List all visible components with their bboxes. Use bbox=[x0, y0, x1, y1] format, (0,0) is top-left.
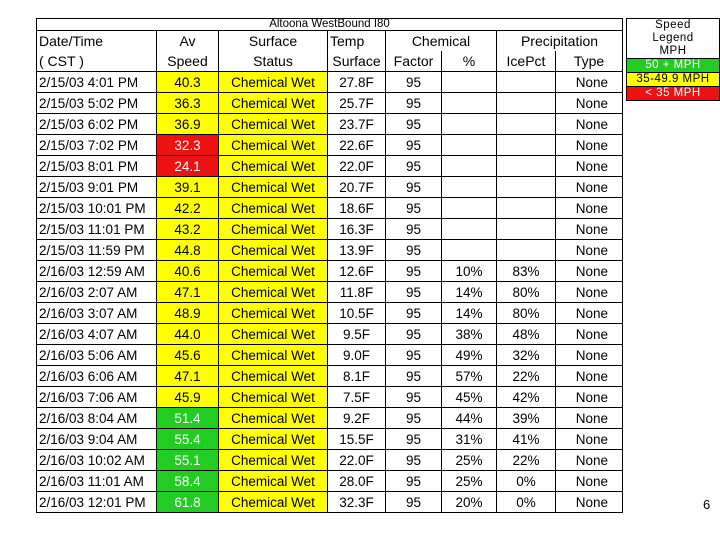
cell-datetime: 2/15/03 11:59 PM bbox=[37, 240, 157, 261]
cell-speed: 45.6 bbox=[157, 345, 219, 366]
table-row bbox=[37, 261, 623, 282]
cell-precip-type: None bbox=[556, 492, 623, 513]
header-chemical: Chemical bbox=[386, 31, 497, 52]
cell-speed: 43.2 bbox=[157, 219, 219, 240]
table-row bbox=[37, 135, 623, 156]
header-date: Date/Time bbox=[37, 31, 157, 52]
cell-surface-temp: 27.8F bbox=[328, 72, 386, 93]
cell-chemical-factor: 95 bbox=[386, 135, 442, 156]
cell-icepct: 22% bbox=[497, 366, 556, 387]
header-status: Status bbox=[219, 51, 328, 72]
cell-surface-temp: 28.0F bbox=[328, 471, 386, 492]
cell-chemical-factor: 95 bbox=[386, 93, 442, 114]
header-icepct: IcePct bbox=[497, 51, 556, 72]
cell-surface-status: Chemical Wet bbox=[219, 135, 328, 156]
cell-icepct: 42% bbox=[497, 387, 556, 408]
cell-icepct bbox=[497, 114, 556, 135]
table-row bbox=[37, 156, 623, 177]
cell-chemical-percent: 10% bbox=[442, 261, 497, 282]
cell-surface-temp: 12.6F bbox=[328, 261, 386, 282]
cell-chemical-factor: 95 bbox=[386, 408, 442, 429]
cell-chemical-factor: 95 bbox=[386, 219, 442, 240]
cell-surface-status: Chemical Wet bbox=[219, 72, 328, 93]
cell-surface-status: Chemical Wet bbox=[219, 366, 328, 387]
table-row bbox=[37, 324, 623, 345]
header-surface: Surface bbox=[219, 31, 328, 52]
cell-icepct: 80% bbox=[497, 282, 556, 303]
cell-speed: 32.3 bbox=[157, 135, 219, 156]
header-percent: % bbox=[442, 51, 497, 72]
cell-surface-temp: 9.2F bbox=[328, 408, 386, 429]
cell-precip-type: None bbox=[556, 471, 623, 492]
cell-surface-temp: 11.8F bbox=[328, 282, 386, 303]
cell-speed: 40.3 bbox=[157, 72, 219, 93]
table-row bbox=[37, 492, 623, 513]
header-speed-sub: Speed bbox=[157, 51, 219, 72]
table-body bbox=[37, 72, 623, 513]
cell-speed: 36.9 bbox=[157, 114, 219, 135]
cell-chemical-percent: 44% bbox=[442, 408, 497, 429]
cell-surface-status: Chemical Wet bbox=[219, 492, 328, 513]
cell-chemical-factor: 95 bbox=[386, 303, 442, 324]
cell-surface-status: Chemical Wet bbox=[219, 156, 328, 177]
cell-chemical-percent bbox=[442, 135, 497, 156]
cell-chemical-percent: 25% bbox=[442, 450, 497, 471]
cell-chemical-percent: 25% bbox=[442, 471, 497, 492]
cell-datetime: 2/16/03 9:04 AM bbox=[37, 429, 157, 450]
cell-speed: 44.8 bbox=[157, 240, 219, 261]
header-cst: ( CST ) bbox=[37, 51, 157, 72]
table-row bbox=[37, 429, 623, 450]
cell-chemical-percent: 38% bbox=[442, 324, 497, 345]
table-row bbox=[37, 387, 623, 408]
cell-datetime: 2/15/03 7:02 PM bbox=[37, 135, 157, 156]
cell-speed: 36.3 bbox=[157, 93, 219, 114]
table-row bbox=[37, 282, 623, 303]
cell-precip-type: None bbox=[556, 345, 623, 366]
cell-datetime: 2/16/03 12:01 PM bbox=[37, 492, 157, 513]
legend-yellow: 35-49.9 MPH bbox=[627, 72, 719, 86]
cell-surface-status: Chemical Wet bbox=[219, 450, 328, 471]
cell-surface-status: Chemical Wet bbox=[219, 219, 328, 240]
cell-chemical-factor: 95 bbox=[386, 198, 442, 219]
cell-chemical-percent bbox=[442, 156, 497, 177]
cell-datetime: 2/16/03 11:01 AM bbox=[37, 471, 157, 492]
cell-surface-status: Chemical Wet bbox=[219, 345, 328, 366]
cell-precip-type: None bbox=[556, 429, 623, 450]
table-row bbox=[37, 450, 623, 471]
cell-icepct: 80% bbox=[497, 303, 556, 324]
cell-precip-type: None bbox=[556, 261, 623, 282]
cell-chemical-percent: 14% bbox=[442, 282, 497, 303]
cell-icepct bbox=[497, 72, 556, 93]
cell-chemical-factor: 95 bbox=[386, 72, 442, 93]
legend-subtitle: Legend bbox=[652, 32, 694, 44]
cell-precip-type: None bbox=[556, 324, 623, 345]
cell-datetime: 2/16/03 7:06 AM bbox=[37, 387, 157, 408]
cell-precip-type: None bbox=[556, 450, 623, 471]
legend-title: Speed bbox=[655, 19, 691, 31]
cell-surface-temp: 22.6F bbox=[328, 135, 386, 156]
cell-chemical-factor: 95 bbox=[386, 450, 442, 471]
cell-precip-type: None bbox=[556, 135, 623, 156]
cell-precip-type: None bbox=[556, 303, 623, 324]
cell-speed: 58.4 bbox=[157, 471, 219, 492]
cell-chemical-factor: 95 bbox=[386, 261, 442, 282]
header-factor: Factor bbox=[386, 51, 442, 72]
cell-precip-type: None bbox=[556, 387, 623, 408]
cell-surface-temp: 18.6F bbox=[328, 198, 386, 219]
cell-surface-status: Chemical Wet bbox=[219, 387, 328, 408]
cell-surface-temp: 9.5F bbox=[328, 324, 386, 345]
cell-icepct bbox=[497, 156, 556, 177]
cell-chemical-factor: 95 bbox=[386, 366, 442, 387]
cell-surface-temp: 20.7F bbox=[328, 177, 386, 198]
cell-icepct bbox=[497, 135, 556, 156]
table-row bbox=[37, 366, 623, 387]
cell-speed: 40.6 bbox=[157, 261, 219, 282]
cell-surface-status: Chemical Wet bbox=[219, 114, 328, 135]
cell-icepct bbox=[497, 177, 556, 198]
cell-icepct: 48% bbox=[497, 324, 556, 345]
cell-precip-type: None bbox=[556, 72, 623, 93]
cell-icepct bbox=[497, 240, 556, 261]
cell-precip-type: None bbox=[556, 219, 623, 240]
cell-chemical-percent: 49% bbox=[442, 345, 497, 366]
cell-chemical-percent: 20% bbox=[442, 492, 497, 513]
cell-chemical-percent bbox=[442, 177, 497, 198]
cell-datetime: 2/15/03 8:01 PM bbox=[37, 156, 157, 177]
cell-surface-temp: 8.1F bbox=[328, 366, 386, 387]
speed-legend bbox=[626, 18, 720, 101]
cell-chemical-factor: 95 bbox=[386, 492, 442, 513]
header-temp: Temp bbox=[328, 31, 386, 52]
cell-chemical-percent bbox=[442, 198, 497, 219]
cell-speed: 51.4 bbox=[157, 408, 219, 429]
cell-surface-status: Chemical Wet bbox=[219, 93, 328, 114]
cell-surface-status: Chemical Wet bbox=[219, 261, 328, 282]
cell-speed: 45.9 bbox=[157, 387, 219, 408]
cell-precip-type: None bbox=[556, 240, 623, 261]
legend-green: 50 + MPH bbox=[627, 58, 719, 72]
cell-datetime: 2/16/03 3:07 AM bbox=[37, 303, 157, 324]
table-title: Altoona WestBound I80 bbox=[37, 19, 623, 31]
table-row bbox=[37, 240, 623, 261]
cell-chemical-factor: 95 bbox=[386, 282, 442, 303]
cell-speed: 55.1 bbox=[157, 450, 219, 471]
cell-precip-type: None bbox=[556, 282, 623, 303]
cell-speed: 47.1 bbox=[157, 282, 219, 303]
cell-speed: 42.2 bbox=[157, 198, 219, 219]
cell-chemical-percent bbox=[442, 93, 497, 114]
cell-datetime: 2/15/03 4:01 PM bbox=[37, 72, 157, 93]
table-row bbox=[37, 345, 623, 366]
cell-chemical-percent: 14% bbox=[442, 303, 497, 324]
legend-unit: MPH bbox=[659, 45, 687, 57]
cell-surface-temp: 32.3F bbox=[328, 492, 386, 513]
table-row bbox=[37, 93, 623, 114]
cell-icepct: 0% bbox=[497, 492, 556, 513]
cell-surface-temp: 13.9F bbox=[328, 240, 386, 261]
cell-datetime: 2/15/03 9:01 PM bbox=[37, 177, 157, 198]
table-row bbox=[37, 177, 623, 198]
table-row bbox=[37, 303, 623, 324]
cell-chemical-percent: 57% bbox=[442, 366, 497, 387]
table-row bbox=[37, 72, 623, 93]
cell-precip-type: None bbox=[556, 177, 623, 198]
cell-surface-temp: 23.7F bbox=[328, 114, 386, 135]
cell-surface-temp: 9.0F bbox=[328, 345, 386, 366]
cell-datetime: 2/16/03 8:04 AM bbox=[37, 408, 157, 429]
cell-datetime: 2/15/03 5:02 PM bbox=[37, 93, 157, 114]
cell-precip-type: None bbox=[556, 198, 623, 219]
cell-datetime: 2/16/03 12:59 AM bbox=[37, 261, 157, 282]
road-weather-table bbox=[36, 18, 623, 513]
header-temp-surface: Surface bbox=[328, 51, 386, 72]
cell-chemical-factor: 95 bbox=[386, 471, 442, 492]
table-row bbox=[37, 408, 623, 429]
cell-chemical-percent bbox=[442, 240, 497, 261]
cell-icepct: 39% bbox=[497, 408, 556, 429]
cell-chemical-factor: 95 bbox=[386, 114, 442, 135]
cell-speed: 55.4 bbox=[157, 429, 219, 450]
table-row bbox=[37, 219, 623, 240]
cell-chemical-percent bbox=[442, 219, 497, 240]
legend-red: < 35 MPH bbox=[627, 86, 719, 100]
cell-chemical-factor: 95 bbox=[386, 240, 442, 261]
cell-icepct: 32% bbox=[497, 345, 556, 366]
cell-speed: 44.0 bbox=[157, 324, 219, 345]
cell-datetime: 2/15/03 10:01 PM bbox=[37, 198, 157, 219]
cell-precip-type: None bbox=[556, 114, 623, 135]
cell-surface-status: Chemical Wet bbox=[219, 429, 328, 450]
header-type: Type bbox=[556, 51, 623, 72]
cell-surface-status: Chemical Wet bbox=[219, 240, 328, 261]
cell-speed: 61.8 bbox=[157, 492, 219, 513]
cell-precip-type: None bbox=[556, 156, 623, 177]
cell-precip-type: None bbox=[556, 408, 623, 429]
table-row bbox=[37, 471, 623, 492]
cell-icepct bbox=[497, 219, 556, 240]
cell-surface-status: Chemical Wet bbox=[219, 408, 328, 429]
cell-datetime: 2/16/03 10:02 AM bbox=[37, 450, 157, 471]
cell-datetime: 2/16/03 4:07 AM bbox=[37, 324, 157, 345]
cell-icepct: 83% bbox=[497, 261, 556, 282]
cell-surface-status: Chemical Wet bbox=[219, 324, 328, 345]
cell-chemical-factor: 95 bbox=[386, 429, 442, 450]
cell-icepct bbox=[497, 198, 556, 219]
cell-chemical-factor: 95 bbox=[386, 324, 442, 345]
cell-surface-status: Chemical Wet bbox=[219, 471, 328, 492]
cell-icepct: 0% bbox=[497, 471, 556, 492]
cell-speed: 48.9 bbox=[157, 303, 219, 324]
cell-datetime: 2/16/03 6:06 AM bbox=[37, 366, 157, 387]
cell-surface-temp: 22.0F bbox=[328, 450, 386, 471]
cell-chemical-factor: 95 bbox=[386, 345, 442, 366]
cell-chemical-percent bbox=[442, 114, 497, 135]
cell-precip-type: None bbox=[556, 366, 623, 387]
cell-surface-temp: 16.3F bbox=[328, 219, 386, 240]
cell-surface-temp: 7.5F bbox=[328, 387, 386, 408]
cell-surface-temp: 22.0F bbox=[328, 156, 386, 177]
cell-chemical-percent: 31% bbox=[442, 429, 497, 450]
cell-surface-temp: 15.5F bbox=[328, 429, 386, 450]
cell-datetime: 2/15/03 11:01 PM bbox=[37, 219, 157, 240]
cell-speed: 24.1 bbox=[157, 156, 219, 177]
cell-datetime: 2/16/03 2:07 AM bbox=[37, 282, 157, 303]
table-row bbox=[37, 198, 623, 219]
cell-datetime: 2/15/03 6:02 PM bbox=[37, 114, 157, 135]
cell-icepct: 41% bbox=[497, 429, 556, 450]
cell-speed: 47.1 bbox=[157, 366, 219, 387]
cell-icepct: 22% bbox=[497, 450, 556, 471]
cell-chemical-percent bbox=[442, 72, 497, 93]
cell-speed: 39.1 bbox=[157, 177, 219, 198]
cell-surface-temp: 10.5F bbox=[328, 303, 386, 324]
page-number: 6 bbox=[703, 497, 711, 512]
cell-surface-status: Chemical Wet bbox=[219, 198, 328, 219]
cell-icepct bbox=[497, 93, 556, 114]
cell-chemical-percent: 45% bbox=[442, 387, 497, 408]
cell-chemical-factor: 95 bbox=[386, 156, 442, 177]
cell-datetime: 2/16/03 5:06 AM bbox=[37, 345, 157, 366]
cell-surface-status: Chemical Wet bbox=[219, 282, 328, 303]
cell-surface-status: Chemical Wet bbox=[219, 303, 328, 324]
header-precipitation: Precipitation bbox=[497, 31, 623, 52]
cell-surface-temp: 25.7F bbox=[328, 93, 386, 114]
cell-chemical-factor: 95 bbox=[386, 177, 442, 198]
cell-chemical-factor: 95 bbox=[386, 387, 442, 408]
cell-precip-type: None bbox=[556, 93, 623, 114]
table-row bbox=[37, 114, 623, 135]
cell-surface-status: Chemical Wet bbox=[219, 177, 328, 198]
header-speed: Av bbox=[157, 31, 219, 52]
